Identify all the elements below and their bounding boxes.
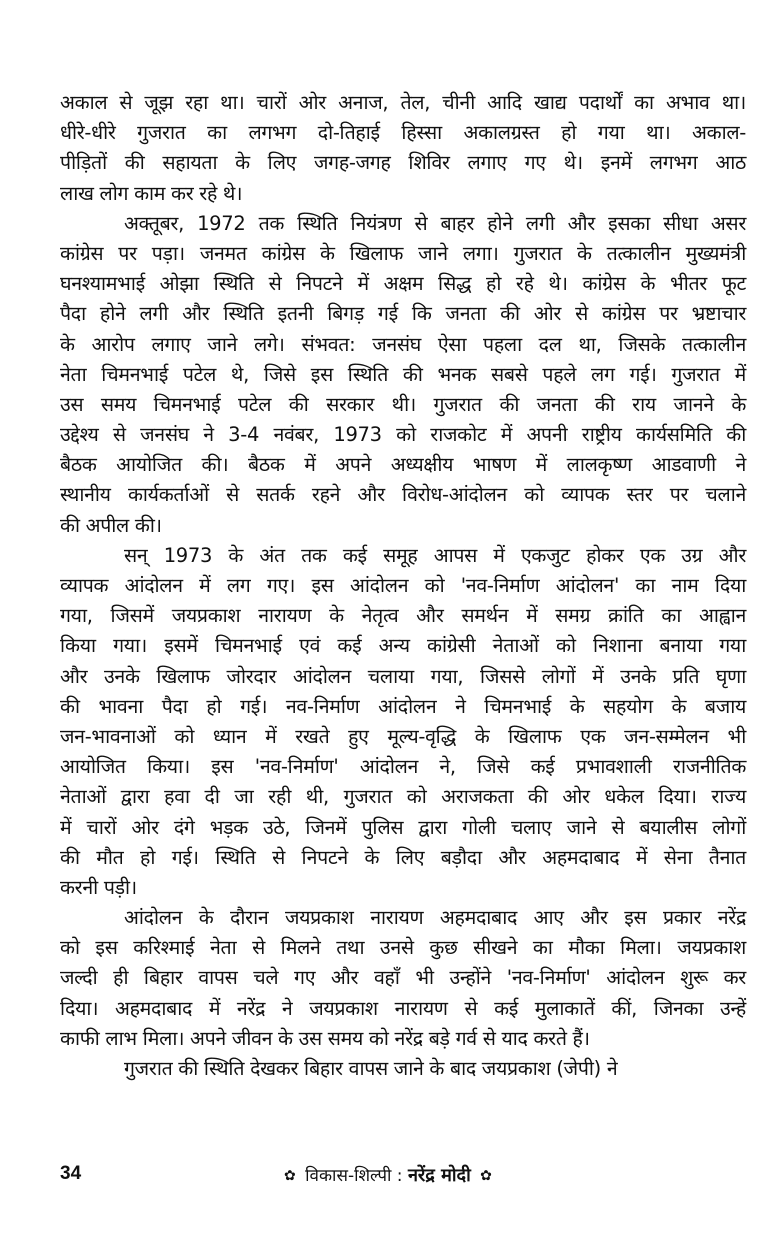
paragraph xyxy=(60,903,746,1054)
page-number: 34 xyxy=(60,1163,82,1184)
text-line: पैदा होने लगी और स्थिति इतनी बिगड़ गई कि जनता की ओर से कांग्रेस पर भ्रष्टाचार xyxy=(60,302,746,326)
text-line: किया गया। इसमें चिमनभाई एवं कई अन्य कांग्रेसी नेताओं को निशाना बनाया गया xyxy=(60,634,746,658)
text-line: दिया। अहमदाबाद में नरेंद्र ने जयप्रकाश नारायण से कई मुलाकातें कीं, जिनका उन्हें xyxy=(60,996,746,1020)
book-title-prefix: विकास-शिल्पी : xyxy=(305,1166,403,1186)
text-line: आयोजित किया। इस 'नव-निर्माण' आंदोलन ने, जिसे कई प्रभावशाली राजनीतिक xyxy=(60,755,746,779)
text-line: अकाल से जूझ रहा था। चारों ओर अनाज, तेल, चीनी आदि खाद्य पदार्थों का अभाव था। xyxy=(60,91,746,114)
text-line: की अपील की। xyxy=(60,513,162,537)
text-line: की भावना पैदा हो गई। नव-निर्माण आंदोलन ने चिमनभाई के सहयोग के बजाय xyxy=(60,694,746,718)
paragraph xyxy=(60,209,746,541)
text-line: आंदोलन के दौरान जयप्रकाश नारायण अहमदाबाद आए और इस प्रकार नरेंद्र xyxy=(124,906,746,930)
text-line: नेता चिमनभाई पटेल थे, जिसे इस स्थिति की भनक सबसे पहले लग गई। गुजरात में xyxy=(60,362,746,386)
text-line: लाख लोग काम कर रहे थे। xyxy=(60,181,243,205)
text-line: कांग्रेस पर पड़ा। जनमत कांग्रेस के खिलाफ जाने लगा। गुजरात के तत्कालीन मुख्यमंत्री xyxy=(60,241,746,265)
text-line: बैठक आयोजित की। बैठक में अपने अध्यक्षीय भाषण में लालकृष्ण आडवाणी ने xyxy=(60,453,746,477)
text-line: गया, जिसमें जयप्रकाश नारायण के नेतृत्व और समर्थन में समग्र क्रांति का आह्वान xyxy=(60,604,746,628)
text-line: धीरे-धीरे गुजरात का लगभग दो-तिहाई हिस्सा अकालग्रस्त हो गया था। अकाल- xyxy=(60,121,746,145)
book-title-name: नरेंद्र मोदी xyxy=(407,1165,471,1186)
running-title xyxy=(280,1163,496,1187)
body-text xyxy=(60,88,746,1084)
text-line: सन् 1973 के अंत तक कई समूह आपस में एकजुट होकर एक उग्र और xyxy=(124,543,746,567)
text-line: के आरोप लगाए जाने लगे। संभवत: जनसंघ ऐसा पहला दल था, जिसके तत्कालीन xyxy=(60,332,746,356)
page-footer xyxy=(60,1163,746,1191)
text-line: अक्तूबर, 1972 तक स्थिति नियंत्रण से बाहर होने लगी और इसका सीधा असर xyxy=(124,211,746,235)
text-line: करनी पड़ी। xyxy=(60,875,137,899)
flower-ornament-icon: ✿ xyxy=(480,1168,492,1184)
text-line: उस समय चिमनभाई पटेल की सरकार थी। गुजरात की जनता की राय जानने के xyxy=(60,392,746,416)
text-line: और उनके खिलाफ जोरदार आंदोलन चलाया गया, जिससे लोगों में उनके प्रति घृणा xyxy=(60,664,746,688)
text-line: काफी लाभ मिला। अपने जीवन के उस समय को नरेंद्र बड़े गर्व से याद करते हैं। xyxy=(60,1026,590,1050)
text-line: जन-भावनाओं को ध्यान में रखते हुए मूल्य-वृद्धि के खिलाफ एक जन-सम्मेलन भी xyxy=(60,724,746,748)
text-line: को इस करिश्माई नेता से मिलने तथा उनसे कुछ सीखने का मौका मिला। जयप्रकाश xyxy=(60,936,746,960)
paragraph xyxy=(60,541,746,903)
flower-ornament-icon: ✿ xyxy=(284,1168,296,1184)
text-line: नेताओं द्वारा हवा दी जा रही थी, गुजरात को अराजकता की ओर धकेल दिया। राज्य xyxy=(60,785,746,809)
text-line: जल्दी ही बिहार वापस चले गए और वहाँ भी उन्होंने 'नव-निर्माण' आंदोलन शुरू कर xyxy=(60,966,746,990)
text-line: गुजरात की स्थिति देखकर बिहार वापस जाने के बाद जयप्रकाश (जेपी) ने xyxy=(124,1057,618,1080)
text-line: पीड़ितों की सहायता के लिए जगह-जगह शिविर लगाए गए थे। इनमें लगभग आठ xyxy=(60,151,746,175)
text-line: व्यापक आंदोलन में लग गए। इस आंदोलन को 'नव-निर्माण आंदोलन' का नाम दिया xyxy=(60,574,746,597)
text-line: की मौत हो गई। स्थिति से निपटने के लिए बड़ौदा और अहमदाबाद में सेना तैनात xyxy=(60,845,746,869)
text-line: में चारों ओर दंगे भड़क उठे, जिनमें पुलिस द्वारा गोली चलाए जाने से बयालीस लोगों xyxy=(60,815,746,839)
paragraph xyxy=(60,88,746,209)
text-line: उद्देश्य से जनसंघ ने 3-4 नवंबर, 1973 को राजकोट में अपनी राष्ट्रीय कार्यसमिति की xyxy=(60,423,746,447)
paragraph xyxy=(60,1054,746,1084)
text-line: घनश्यामभाई ओझा स्थिति से निपटने में अक्षम सिद्ध हो रहे थे। कांग्रेस के भीतर फूट xyxy=(60,272,746,296)
text-line: स्थानीय कार्यकर्ताओं से सतर्क रहने और विरोध-आंदोलन को व्यापक स्तर पर चलाने xyxy=(60,483,746,507)
